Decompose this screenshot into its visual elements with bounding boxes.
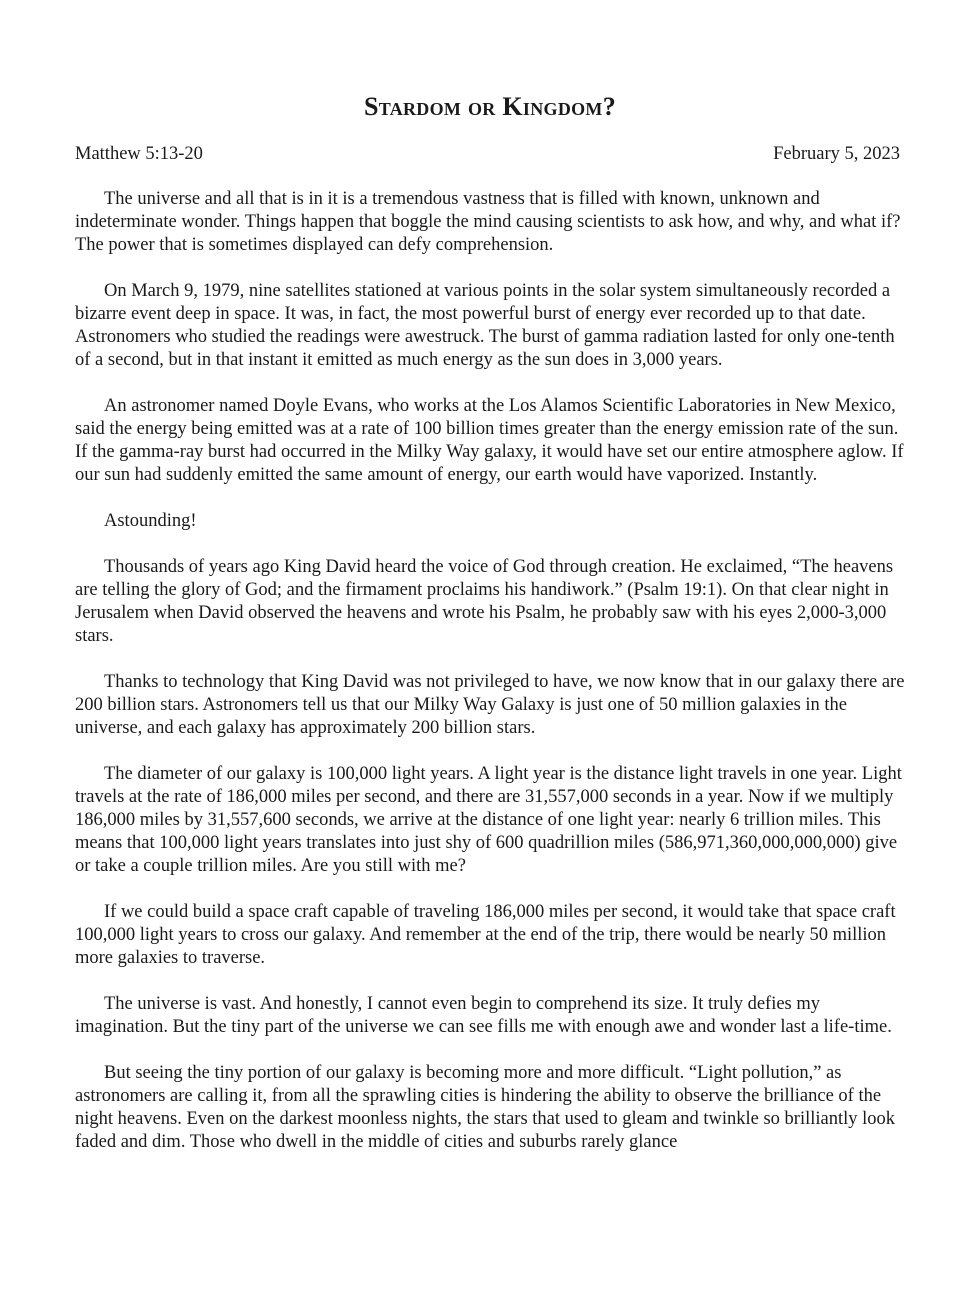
paragraph: If we could build a space craft capable of traveling 186,000 miles per second, it would take that space craft 100,000 light years to cross our galaxy. And remember at the end of the trip, there would be nearly 50 million more galaxies to traverse.	[75, 902, 896, 968]
paragraph: The diameter of our galaxy is 100,000 light years. A light year is the distance light travels in one year. Light travels at the rate of 186,000 miles per second, and there are 31,557,000 seconds in a year. Now if we multiply 186,000 miles by 31,557,600 seconds, we arrive at the distance of one light year: nearly 6 trillion miles. This means that 100,000 light years translates into just shy of 600 quadrillion miles (586,971,360,000,000,000) give or take a couple trillion miles. Are you still with me?	[75, 764, 902, 876]
scripture-reference: Matthew 5:13-20	[75, 144, 203, 164]
document-meta	[75, 144, 900, 165]
document-date: February 5, 2023	[773, 144, 900, 164]
document-body	[75, 188, 912, 1177]
paragraph: The universe and all that is in it is a tremendous vastness that is filled with known, unknown and indeterminate wonder. Things happen that boggle the mind causing scientists to ask how, and why, and what if? The power that is sometimes displayed can defy comprehension.	[75, 189, 901, 255]
paragraph: An astronomer named Doyle Evans, who works at the Los Alamos Scientific Laboratories in New Mexico, said the energy being emitted was at a rate of 100 billion times greater than the energy emission rate of the sun. If the gamma-ray burst had occurred in the Milky Way galaxy, it would have set our entire atmosphere aglow. If our sun had suddenly emitted the same amount of energy, our earth would have vaporized. Instantly.	[75, 396, 904, 485]
paragraph: But seeing the tiny portion of our galaxy is becoming more and more difficult. “Light pollution,” as astronomers are calling it, from all the sprawling cities is hindering the ability to observe the brilliance of the night heavens. Even on the darkest moonless nights, the stars that used to gleam and twinkle so brilliantly look faded and dim. Those who dwell in the middle of cities and suburbs rarely glance	[75, 1063, 896, 1152]
paragraph: Thanks to technology that King David was not privileged to have, we now know that in our galaxy there are 200 billion stars. Astronomers tell us that our Milky Way Galaxy is just one of 50 million galaxies in the universe, and each galaxy has approximately 200 billion stars.	[75, 672, 905, 738]
paragraph: Astounding!	[104, 511, 197, 531]
paragraph: The universe is vast. And honestly, I cannot even begin to comprehend its size. It truly defies my imagination. But the tiny part of the universe we can see fills me with enough awe and wonder last a life-time.	[75, 994, 892, 1037]
paragraph: On March 9, 1979, nine satellites stationed at various points in the solar system simultaneously recorded a bizarre event deep in space. It was, in fact, the most powerful burst of energy ever recorded up to that date. Astronomers who studied the readings were awestruck. The burst of gamma radiation lasted for only one-tenth of a second, but in that instant it emitted as much energy as the sun does in 3,000 years.	[75, 281, 895, 370]
paragraph: Thousands of years ago King David heard the voice of God through creation. He exclaimed, “The heavens are telling the glory of God; and the firmament proclaims his handiwork.” (Psalm 19:1). On that clear night in Jerusalem when David observed the heavens and wrote his Psalm, he probably saw with his eyes 2,000-3,000 stars.	[75, 557, 894, 646]
document-title: Stardom or Kingdom?	[363, 92, 617, 121]
